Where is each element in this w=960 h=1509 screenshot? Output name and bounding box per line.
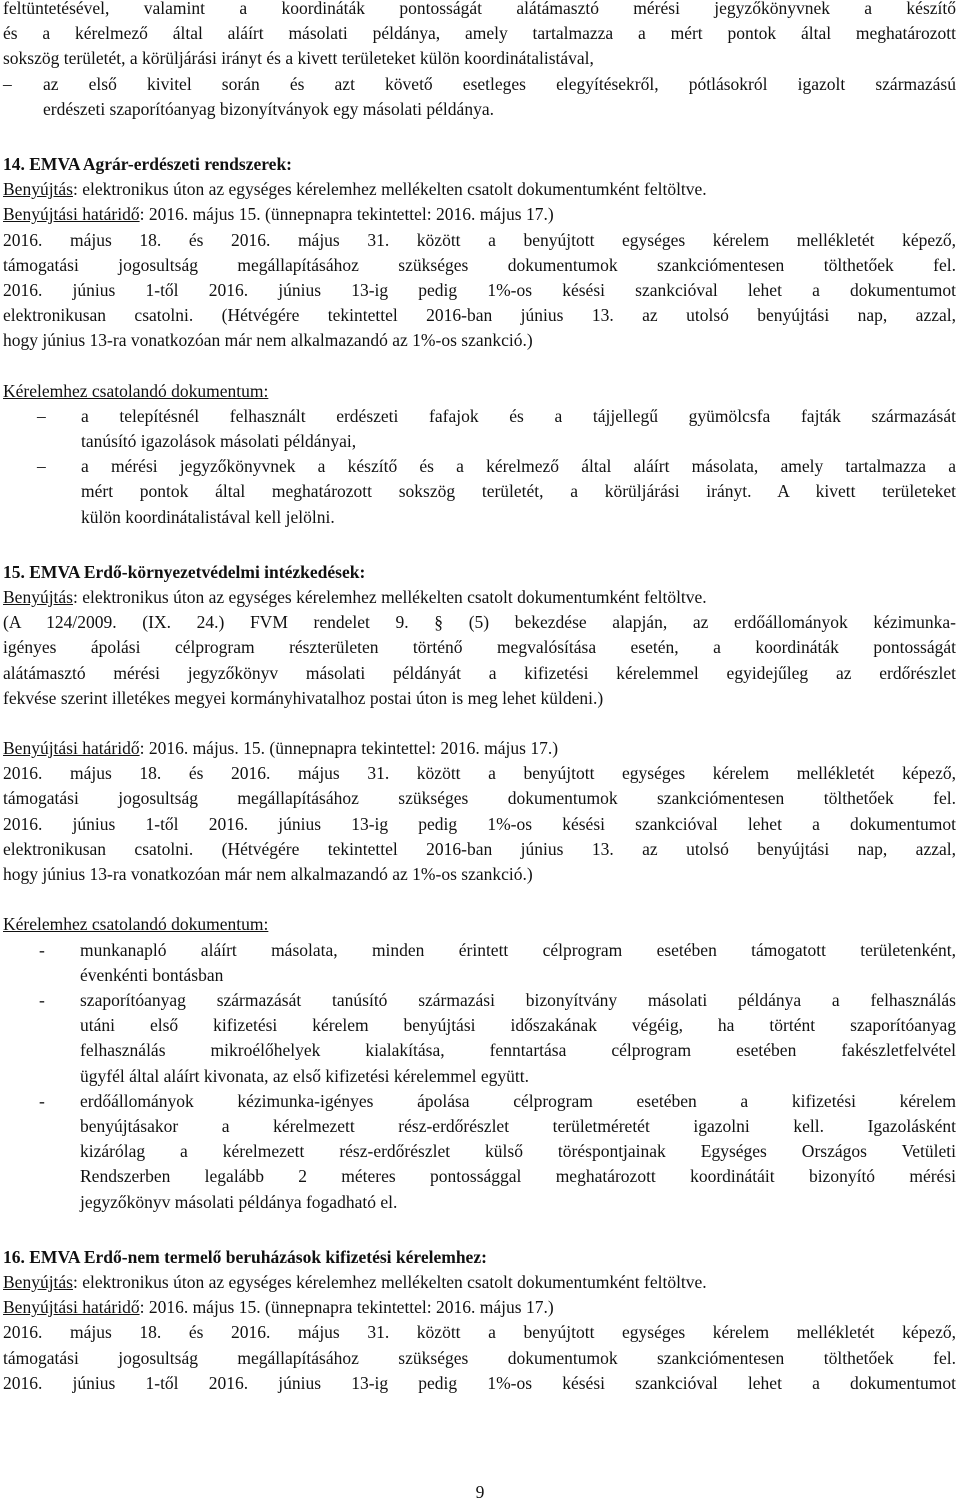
hyphen-bullet: - — [39, 1090, 45, 1111]
document-page — [3, 0, 956, 1396]
deadline-text: : 2016. május 15. (ünnepnapra tekintettel: 2016. május 17.) — [139, 204, 554, 225]
text-line: 2016. június 1-től 2016. június 13-ig pedig 1%-os késési szankcióval lehet a dokumentumot — [3, 813, 956, 834]
deadline-label: Benyújtási határidő — [3, 1297, 140, 1318]
list-item — [3, 72, 956, 122]
text-line: (A 124/2009. (IX. 24.) FVM rendelet 9. § (5) bekezdése alapján, az erdőállományok kézimunka- — [3, 612, 956, 633]
documents-label: Kérelemhez csatolandó dokumentum: — [3, 380, 269, 401]
text-line: sokszög területét, a körüljárási irányt és a kivett területeket külön koordinátalistával, — [3, 48, 594, 69]
text-line: elektronikusan csatolni. (Hétvégére tekintettel 2016-ban június 13. az utolsó benyújtási nap, azzal, — [3, 838, 956, 859]
text-line: kizárólag a kérelmezett rész-erdőrészlet külső töréspontjainak Egységes Országos Vetületi — [80, 1141, 956, 1162]
deadline-text: : 2016. május. 15. (ünnepnapra tekintettel: 2016. május 17.) — [139, 738, 559, 759]
text-line: támogatási jogosultság megállapításához szükséges dokumentumok szankciómentesen tölthetőek fel. — [3, 1347, 956, 1368]
text-line: erdészeti szaporítóanyag bizonyítványok egy másolati példánya. — [43, 98, 494, 119]
text-line: igényes ápolási célprogram részterületen történő megvalósítása esetén, a koordináták pontosságát — [3, 637, 956, 658]
text-line: az első kivitel során és azt követő esetleges elegyítésekről, pótlásokról igazolt származású — [43, 73, 956, 94]
submission-line — [3, 177, 956, 202]
text-line: jegyzőkönyv másolati példánya fogadható el. — [80, 1191, 398, 1212]
text-line: Rendszerben legalább 2 méteres pontossággal meghatározott koordinátáit bizonyító mérési — [80, 1166, 956, 1187]
list-item — [3, 454, 956, 530]
text-line: külön koordinátalistával kell jelölni. — [81, 506, 335, 527]
submission-label: Benyújtás — [3, 1271, 73, 1292]
deadline-line — [3, 736, 956, 761]
text-line: 2016. május 18. és 2016. május 31. között a benyújtott egységes kérelem mellékletét képező, — [3, 1322, 956, 1343]
text-line: alátámasztó mérési jegyzőkönyv másolati példányát a kifizetési kérelemmel egyidejűleg az erdőrészlet — [3, 662, 956, 683]
text-line: tanúsító igazolások másolati példányai, — [81, 431, 357, 452]
text-line: ügyfél által aláírt kivonata, az első kifizetési kérelemmel együtt. — [80, 1065, 529, 1086]
text-line: 2016. június 1-től 2016. június 13-ig pedig 1%-os késési szankcióval lehet a dokumentumot — [3, 1372, 956, 1393]
text-line: fekvése szerint illetékes megyei kormányhivatalhoz postai úton is meg lehet küldeni.) — [3, 687, 604, 708]
submission-label: Benyújtás — [3, 179, 73, 200]
section-number: 15. — [3, 561, 25, 582]
documents-label: Kérelemhez csatolandó dokumentum: — [3, 914, 269, 935]
hyphen-bullet: - — [39, 939, 45, 960]
deadline-line — [3, 202, 956, 227]
text-line: 2016. május 18. és 2016. május 31. között a benyújtott egységes kérelem mellékletét képező, — [3, 763, 956, 784]
text-line: munkanapló aláírt másolata, minden érintett célprogram esetében támogatott területenként, — [80, 939, 956, 960]
deadline-line — [3, 1295, 956, 1320]
section-heading — [3, 1245, 956, 1270]
submission-line — [3, 585, 956, 610]
text-line: és a kérelmező által aláírt másolati példánya, amely tartalmazza a mért pontok által meghatározott — [3, 23, 956, 44]
submission-line — [3, 1270, 956, 1295]
text-line: 2016. május 18. és 2016. május 31. között a benyújtott egységes kérelem mellékletét képező, — [3, 229, 956, 250]
section-title: EMVA Erdő-nem termelő beruházások kifizetési kérelemhez: — [29, 1246, 487, 1267]
text-line: a telepítésnél felhasznált erdészeti fafajok és a tájjellegű gyümölcsfa fajták származását — [81, 405, 956, 426]
regulation-paragraph — [3, 610, 956, 711]
text-line: hogy június 13-ra vonatkozóan már nem alkalmazandó az 1%-os szankció.) — [3, 330, 533, 351]
text-line: hogy június 13-ra vonatkozóan már nem alkalmazandó az 1%-os szankció.) — [3, 864, 533, 885]
section-heading — [3, 560, 956, 585]
deadline-label: Benyújtási határidő — [3, 738, 140, 759]
list-item — [3, 404, 956, 454]
text-line: elektronikusan csatolni. (Hétvégére tekintettel 2016-ban június 13. az utolsó benyújtási nap, azzal, — [3, 305, 956, 326]
submission-text: : elektronikus úton az egységes kérelemhez mellékelten csatolt dokumentumként feltöltve. — [73, 1271, 707, 1292]
text-line: évenkénti bontásban — [80, 964, 224, 985]
late-submission-paragraph — [3, 761, 956, 887]
section-heading — [3, 152, 956, 177]
section-title: EMVA Erdő-környezetvédelmi intézkedések: — [29, 561, 366, 582]
hyphen-bullet: - — [39, 989, 45, 1010]
text-line: utáni első kifizetési kérelem benyújtási időszakának végéig, ha történt szaporítóanyag — [80, 1015, 956, 1036]
late-submission-paragraph — [3, 1320, 956, 1396]
text-line: a mérési jegyzőkönyvnek a készítő és a kérelmező által aláírt másolata, amely tartalmazza a — [81, 456, 956, 477]
text-line: mért pontok által meghatározott sokszög területét, a körüljárási irányt. A kivett területeket — [81, 481, 956, 502]
text-line: támogatási jogosultság megállapításához szükséges dokumentumok szankciómentesen tölthetőek fel. — [3, 254, 956, 275]
submission-text: : elektronikus úton az egységes kérelemhez mellékelten csatolt dokumentumként feltöltve. — [73, 179, 707, 200]
list-item — [3, 938, 956, 988]
text-line: felhasználás mikroélőhelyek kialakítása, fenntartása célprogram esetében fakészletfelvétel — [80, 1040, 956, 1061]
dash-bullet: – — [37, 456, 46, 477]
text-line: támogatási jogosultság megállapításához szükséges dokumentumok szankciómentesen tölthetőek fel. — [3, 788, 956, 809]
deadline-text: : 2016. május 15. (ünnepnapra tekintettel: 2016. május 17.) — [139, 1297, 554, 1318]
submission-text: : elektronikus úton az egységes kérelemhez mellékelten csatolt dokumentumként feltöltve. — [73, 587, 707, 608]
section-title: EMVA Agrár-erdészeti rendszerek: — [29, 154, 293, 175]
list-item — [3, 1089, 956, 1215]
text-line: 2016. június 1-től 2016. június 13-ig pedig 1%-os késési szankcióval lehet a dokumentumot — [3, 280, 956, 301]
page-number: 9 — [475, 1482, 485, 1502]
dash-bullet: – — [37, 405, 46, 426]
dash-bullet: – — [3, 73, 12, 94]
intro-paragraph — [3, 0, 956, 72]
submission-label: Benyújtás — [3, 587, 73, 608]
section-number: 14. — [3, 154, 25, 175]
text-line: szaporítóanyag származását tanúsító származási bizonyítvány másolati példánya a felhasználás — [80, 989, 956, 1010]
list-item — [3, 988, 956, 1089]
text-line: benyújtásakor a kérelmezett rész-erdőrészlet területméretét igazolni kell. Igazolásként — [80, 1115, 956, 1136]
text-line: feltüntetésével, valamint a koordináták pontosságát alátámasztó mérési jegyzőkönyvnek a készítő — [3, 0, 956, 18]
text-line: erdőállományok kézimunka-igényes ápolása célprogram esetében a kifizetési kérelem — [80, 1090, 956, 1111]
section-number: 16. — [3, 1246, 25, 1267]
late-submission-paragraph — [3, 228, 956, 354]
deadline-label: Benyújtási határidő — [3, 204, 140, 225]
